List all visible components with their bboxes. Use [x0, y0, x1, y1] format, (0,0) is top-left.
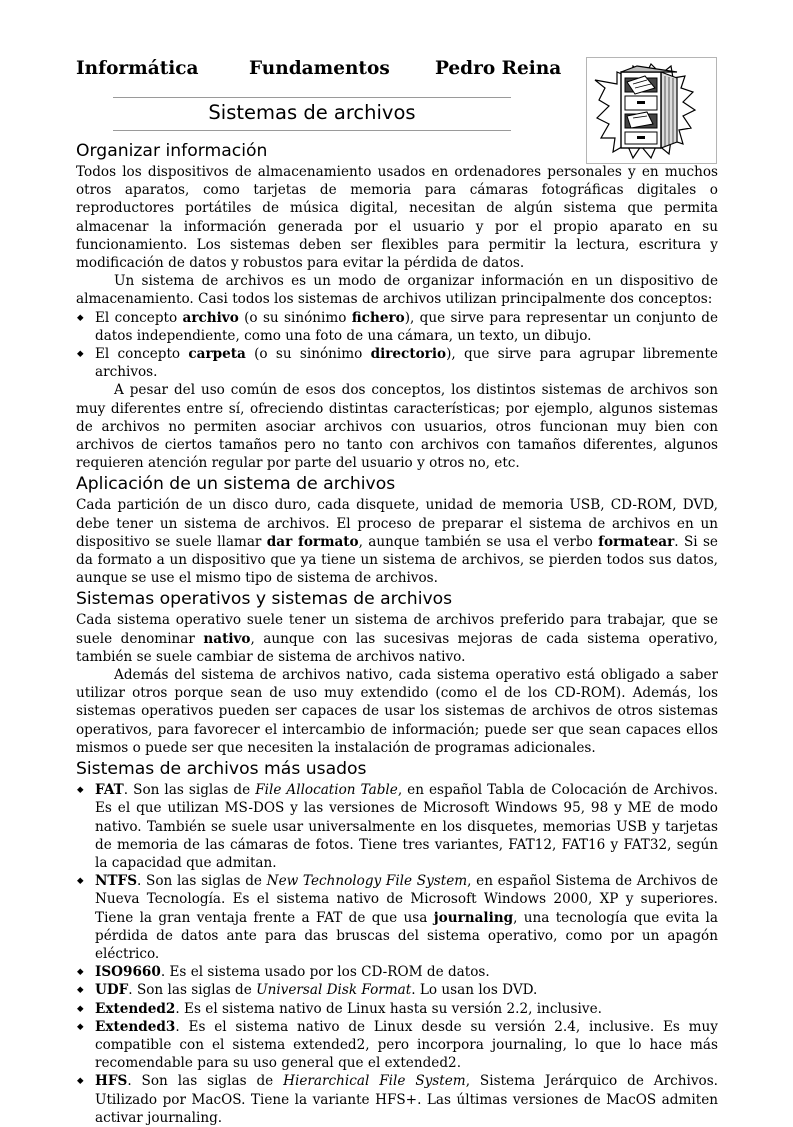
list-item-iso9660: ◆ ISO9660. Es el sistema usado por los CD-ROM de datos. [76, 963, 718, 981]
list-item-extended2: ◆ Extended2. Es el sistema nativo de Linux hasta su versión 2.2, inclusive. [76, 1000, 718, 1018]
section-heading: Organizar información [76, 141, 268, 161]
document-title: Sistemas de archivos [208, 101, 416, 124]
section-heading: Aplicación de un sistema de archivos [76, 474, 396, 495]
filesystem-list [76, 781, 718, 1127]
paragraph: A pesar del uso común de esos dos conceptos, los distintos sistemas de archivos son muy diferentes entre sí, ofreciendo distintas características; por ejemplo, algunos sistemas de archivos no permiten asociar archivos con usuarios, otros funcionan muy bien con archivos de ciertos tamaños pero no tanto con archivos con tamaños diferentes, algunos requieren atención regular por parte del usuario y otros no, etc. [76, 382, 718, 472]
header-author: Pedro Reina [435, 58, 562, 79]
list-item-fat: ◆ FAT. Son las siglas de File Allocation Table, en español Tabla de Colocación de Archivos. Es el que utilizan MS-DOS y las versiones de Microsoft Windows 95, 98 y ME de modo nativo. También se suele usar universalmente en los disquetes, memorias USB y tarjetas de memoria de las cámaras de fotos. Tiene tres variantes, FAT12, FAT16 y FAT32, según la capacidad que admitan. [76, 781, 718, 872]
paragraph: Cada partición de un disco duro, cada disquete, unidad de memoria USB, CD-ROM, DVD, debe tener un sistema de archivos. El proceso de preparar el sistema de archivos en un dispositivo se suele llamar dar formato, aunque también se usa el verbo formatear. Si se da formato a un dispositivo que ya tiene un sistema de archivos, se pierden todos sus datos, aunque se use el mismo tipo de sistema de archivos. [76, 497, 718, 587]
list-item: ◆ El concepto archivo (o su sinónimo fichero), que sirve para representar un conjunto de datos independiente, como una foto de una cámara, un texto, un dibujo. [76, 309, 718, 345]
title-rule-top [113, 97, 511, 98]
list-item: ◆ El concepto carpeta (o su sinónimo directorio), que sirve para agrupar libremente archivos. [76, 345, 718, 381]
paragraph: Un sistema de archivos es un modo de organizar información en un dispositivo de almacenamiento. Casi todos los sistemas de archivos utilizan principalmente dos conceptos: [76, 273, 718, 308]
paragraph: Cada sistema operativo suele tener un sistema de archivos preferido para trabajar, que se suele denominar nativo, aunque con las sucesivas mejoras de cada sistema operativo, también se suele cambiar de sistema de archivos nativo. [76, 612, 719, 665]
paragraph: Además del sistema de archivos nativo, cada sistema operativo está obligado a saber utilizar otros porque sean de uso muy extendido (como el de los CD-ROM). Además, los sistemas operativos pueden ser capaces de usar los sistemas de archivos de otros sistemas operativos, para favorecer el intercambio de información; puede ser que sean capaces ellos mismos o puede ser que necesiten la instalación de programas adicionales. [76, 667, 718, 756]
section-heading: Sistemas de archivos más usados [76, 759, 367, 780]
title-rule-bottom [113, 130, 511, 131]
header-course: Fundamentos [249, 58, 390, 79]
list-item-hfs: ◆ HFS. Son las siglas de Hierarchical File System, Sistema Jerárquico de Archivos. Utilizado por MacOS. Tiene la variante HFS+. Las últimas versiones de MacOS admiten activar journaling. [76, 1072, 718, 1127]
section-heading: Sistemas operativos y sistemas de archivos [76, 589, 453, 610]
paragraph: Todos los dispositivos de almacenamiento usados en ordenadores personales y en muchos otros aparatos, como tarjetas de memoria para cámaras fotográficas digitales o reproductores portátiles de música digital, necesitan de algún sistema que permita almacenar la información generada por el usuario y por el propio aparato en su funcionamiento. Los sistemas deben ser flexibles para permitir la lectura, escritura y modificación de datos y robustos para evitar la pérdida de datos. [76, 164, 718, 272]
list-item-extended3: ◆ Extended3. Es el sistema nativo de Linux desde su versión 2.4, inclusive. Es muy compatible con el sistema extended2, pero incorpora journaling, lo que lo hace más recomendable para su uso general que el extended2. [76, 1018, 718, 1073]
list-item-ntfs: ◆ NTFS. Son las siglas de New Technology File System, en español Sistema de Archivos de Nueva Tecnología. Es el sistema nativo de Microsoft Windows 2000, XP y superiores. Tiene la gran ventaja frente a FAT de que usa journaling, una tecnología que evita la pérdida de datos ante para das bruscas del sistema operativo, como por un apagón eléctrico. [76, 872, 718, 963]
header-subject: Informática [76, 58, 199, 79]
main-content [76, 141, 718, 1127]
concept-list [76, 309, 718, 382]
list-item-udf: ◆ UDF. Son las siglas de Universal Disk Format. Lo usan los DVD. [76, 981, 718, 999]
